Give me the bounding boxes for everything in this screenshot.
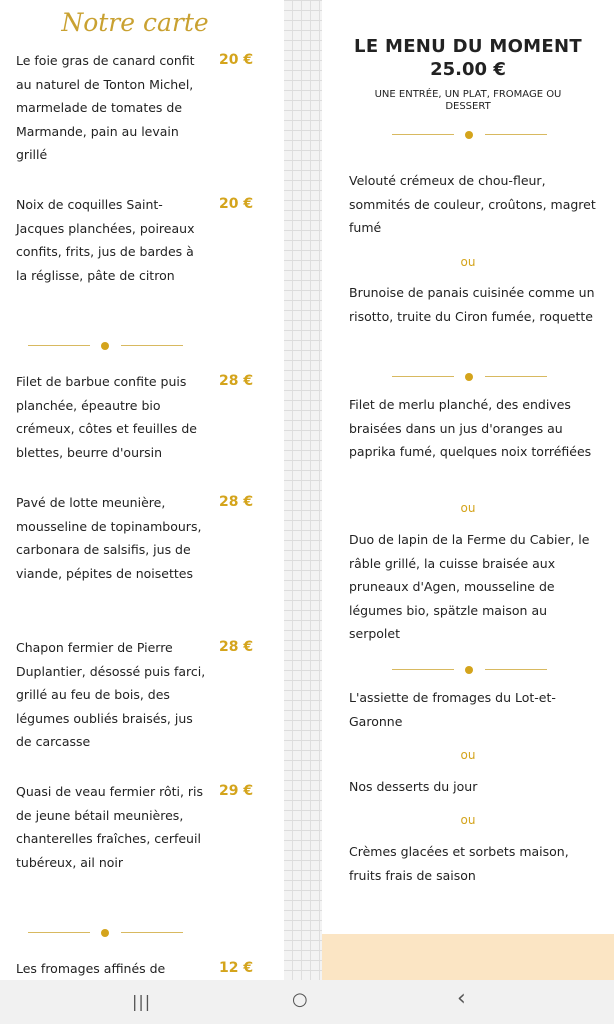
price: 28 € [219,639,254,655]
menu-item: Nos desserts du jour [349,779,478,794]
price: 20 € [219,196,254,212]
or-label: ou [460,255,476,269]
divider [392,372,547,382]
or-label: ou [460,748,476,762]
divider [392,130,547,140]
footer-band [322,934,614,980]
or-label: ou [460,501,476,515]
price: 28 € [219,373,254,389]
menu-item: Duo de lapin de la Ferme du Cabier, le râble grillé, la cuisse braisée aux pruneaux d'Agen, mousseline de légumes bio, spätzle maison au serpolet [349,532,590,641]
menu-title: LE MENU DU MOMENT [354,36,582,57]
menu-item: Pavé de lotte meunière, mousseline de topinambours, carbonara de salsifis, jus de viande, pépites de noisettes 28 € [16,491,278,585]
menu-moment-panel [322,0,614,934]
menu-item: Noix de coquilles Saint-Jacques planchées, poireaux confits, frits, jus de bardes à la réglisse, pâte de citron 20 € [16,193,278,287]
recent-apps-icon[interactable]: ||| [132,992,152,1011]
home-icon[interactable]: ○ [292,989,308,1010]
menu-item: Filet de barbue confite puis planchée, épeautre bio crémeux, côtes et feuilles de blettes, beurre d'oursin 28 € [16,370,278,464]
pattern-strip [284,0,322,980]
menu-item: Le foie gras de canard confit au naturel de Tonton Michel, marmelade de tomates de Marmande, pain au levain grillé 20 € [16,49,278,167]
menu-item: L'assiette de fromages du Lot-et-Garonne [349,690,556,729]
android-nav-bar [0,980,614,1024]
divider [28,928,183,938]
menu-item: Chapon fermier de Pierre Duplantier, désossé puis farci, grillé au feu de bois, des légumes oubliés braisés, jus de carcasse 28 € [16,636,278,754]
or-label: ou [460,813,476,827]
price: 28 € [219,494,254,510]
menu-item: Velouté crémeux de chou-fleur, sommités de couleur, croûtons, magret fumé [349,173,596,235]
menu-item: Quasi de veau fermier rôti, ris de jeune bétail meunières, chanterelles fraîches, cerfeuil tubéreux, ail noir 29 € [16,780,278,874]
menu-item: Les fromages affinés de 12 € [16,957,278,980]
menu-subtitle: UNE ENTRÉE, UN PLAT, FROMAGE OU DESSERT [374,89,562,112]
price: 29 € [219,783,254,799]
carte-panel [0,0,284,980]
price: 12 € [219,960,254,976]
carte-title: Notre carte [61,8,209,37]
divider [28,341,183,351]
menu-item: Crèmes glacées et sorbets maison, fruits frais de saison [349,844,569,883]
menu-item: Filet de merlu planché, des endives braisées dans un jus d'oranges au paprika fumé, quelques noix torréfiées [349,397,592,459]
back-icon[interactable]: ‹ [457,986,466,1011]
divider [392,665,547,675]
menu-price: 25.00 € [430,59,506,80]
menu-item: Brunoise de panais cuisinée comme un risotto, truite du Ciron fumée, roquette [349,285,595,324]
price: 20 € [219,52,254,68]
